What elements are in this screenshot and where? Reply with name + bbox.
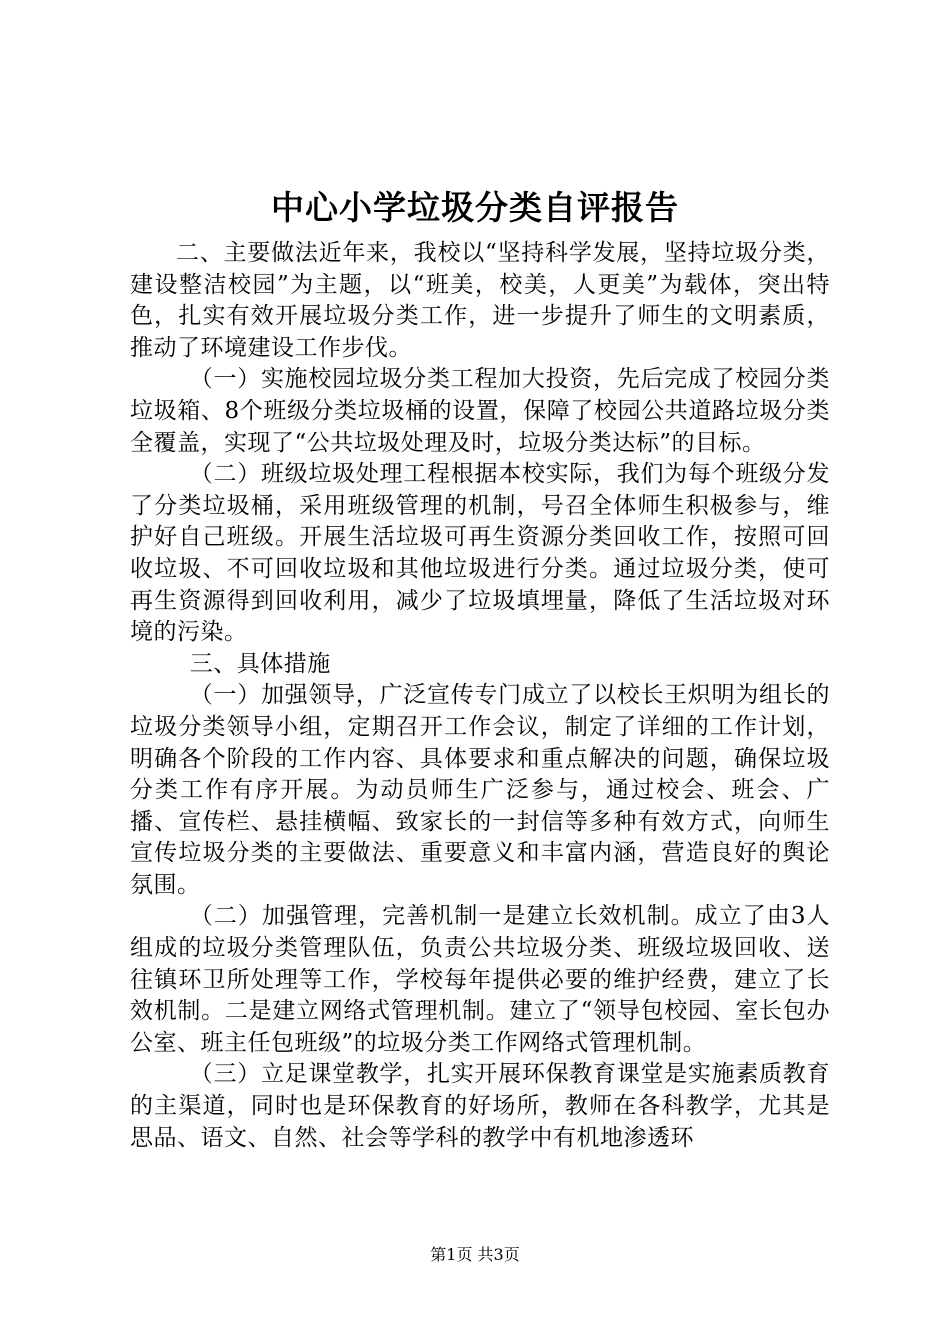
document-body <box>130 238 830 1154</box>
paragraph-class-waste-project: （二）班级垃圾处理工程根据本校实际，我们为每个班级分发了分类垃圾桶，采用班级管理的机制，号召全体师生积极参与，维护好自己班级。开展生活垃圾可再生资源分类回收工作，按照可回收垃圾、不可回收垃圾和其他垃圾进行分类。通过垃圾分类，使可再生资源得到回收利用，减少了垃圾填埋量，降低了生活垃圾对环境的污染。 <box>130 461 830 646</box>
paragraph-main-approach: 二、主要做法近年来，我校以“坚持科学发展，坚持垃圾分类，建设整洁校园”为主题，以“班美，校美，人更美”为载体，突出特色，扎实有效开展垃圾分类工作，进一步提升了师生的文明素质，推动了环境建设工作步伐。 <box>130 240 830 361</box>
paragraph-management-mechanism: （二）加强管理，完善机制一是建立长效机制。成立了由3人组成的垃圾分类管理队伍，负责公共垃圾分类、班级垃圾回收、送往镇环卫所处理等工作，学校每年提供必要的维护经费，建立了长效机制。二是建立网络式管理机制。建立了“领导包校园、室长包办公室、班主任包班级”的垃圾分类工作网络式管理机制。 <box>130 903 830 1056</box>
paragraph-campus-sorting-project: （一）实施校园垃圾分类工程加大投资，先后完成了校园分类垃圾箱、8个班级分类垃圾桶的设置，保障了校园公共道路垃圾分类全覆盖，实现了“公共垃圾处理及时，垃圾分类达标”的目标。 <box>130 366 830 456</box>
section-heading-measures: 三、具体措施 <box>189 650 331 677</box>
paragraph-leadership-publicity: （一）加强领导，广泛宣传专门成立了以校长王炽明为组长的垃圾分类领导小组，定期召开工作会议，制定了详细的工作计划，明确各个阶段的工作内容、具体要求和重点解决的问题，确保垃圾分类工作有序开展。为动员师生广泛参与，通过校会、班会、广播、宣传栏、悬挂横幅、致家长的一封信等多种有效方式，向师生宣传垃圾分类的主要做法、重要意义和丰富内涵，营造良好的舆论氛围。 <box>130 682 830 898</box>
document-title: 中心小学垃圾分类自评报告 <box>271 188 679 227</box>
page-footer: 第1页 共3页 <box>430 1245 520 1264</box>
paragraph-classroom-teaching: （三）立足课堂教学，扎实开展环保教育课堂是实施素质教育的主渠道，同时也是环保教育的好场所，教师在各科教学，尤其是思品、语文、自然、社会等学科的教学中有机地渗透环 <box>130 1061 830 1151</box>
